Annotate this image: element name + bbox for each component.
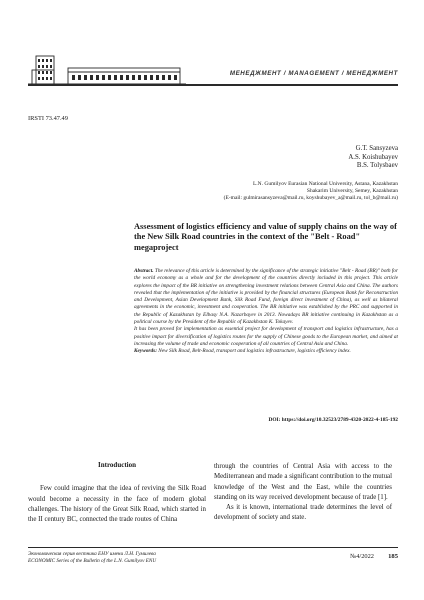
abstract-block xyxy=(134,268,398,356)
affiliation-line: Shakarim University, Semey, Kazakhstan xyxy=(306,188,398,194)
footer-rule xyxy=(28,547,398,548)
header-rule xyxy=(28,84,398,86)
affiliation-emails: (E-mail: gulmirasansyzeva@mail.ru, koyshubayev_a@mail.ru, tol_b@mail.ru) xyxy=(223,195,398,201)
abstract-label: Abstract. xyxy=(134,268,154,274)
author-list xyxy=(348,145,398,171)
author-name: A.S. Koishubayev xyxy=(348,153,398,161)
irsti-code: IRSTI 73.47.49 xyxy=(28,115,68,122)
affiliation-line: L.N. Gumilyov Eurasian National University, Astana, Kazakhstan xyxy=(252,181,398,187)
doi-link[interactable]: DOI: https://doi.org/10.32523/2789-4320-2022-4-185-192 xyxy=(268,417,398,423)
section-heading: МЕНЕДЖМЕНТ / MANAGEMENT / МЕНЕДЖМЕНТ xyxy=(229,70,398,77)
body-paragraph: Few could imagine that the idea of reviving the Silk Road would become a necessity in the face of modern global challenges. The history of the Great Silk Road, which started in the II century BC, connected the trade routes of China xyxy=(28,485,206,524)
abstract-text-continued: It has been proved for implementation as essential project for development of transport and logistics infrastructure, has a positive impact for diversification of logistics routes for the supply of Chinese goods to the European market, and aimed at increasing the volume of trade and economic cooperation of all countries of Central Asia and China. xyxy=(134,326,398,347)
author-name: G.T. Sansyzeva xyxy=(355,145,398,152)
issue-number: №4/2022 xyxy=(350,553,374,560)
author-name: B.S. Tolysbaev xyxy=(356,162,398,170)
affiliations xyxy=(224,181,398,202)
body-column-left xyxy=(28,460,206,525)
article-title: Assessment of logistics efficiency and value of supply chains on the way of the New Silk Road countries in the context of the "Belt - Road" megaproject xyxy=(134,222,397,252)
journal-name xyxy=(28,551,156,564)
page-number: 185 xyxy=(388,553,398,560)
abstract-text: The relevance of this article is determined by the significance of the strategic initiative "Belt - Road (BR)" both for the world economy as a whole and for the development of the countries directly included in this project. This article explores the impact of the BR initiative on strengthening investment relations between Central Asia and China. The authors revealed that the implementation of the initiative is provided by the financial structures (European Bank for Reconstruction and Development, Asian Development Bank, Silk Road Fund, foreign direct investment of China), as well as bilateral agreements in the economic, investment and cooperation. The BR initiative was established by the PRC and supported in the Republic of Kazakhstan by Elbasy N.A. Nazarbayev in 2013. Nowadays BR initiative continuing in Kazakhstan as a political course by the President of the Republic of Kazakhstan K. Tokayev. xyxy=(134,268,399,326)
journal-name-ru: Экономическая серия вестника ЕНУ имени Л.Н. Гумилева xyxy=(28,551,156,557)
section-title-introduction: Introduction xyxy=(98,461,136,469)
body-paragraph: As it is known, international trade determines the level of development of society and state. xyxy=(214,504,392,522)
body-paragraph: through the countries of Central Asia with access to the Mediterranean and made a significant contribution to the mutual knowledge of the West and the East, while the countries standing on its way received development because of trade [1]. xyxy=(214,463,392,501)
keywords-text: New Silk Road, Belt-Road, transport and logistics infrastructure, logistics efficiency index. xyxy=(158,348,351,355)
keywords-label: Keywords: xyxy=(134,348,157,355)
body-column-right xyxy=(214,462,392,524)
journal-name-en: ECONOMIC Series of the Bulletin of the L.N. Gumilyov ENU xyxy=(28,557,157,564)
